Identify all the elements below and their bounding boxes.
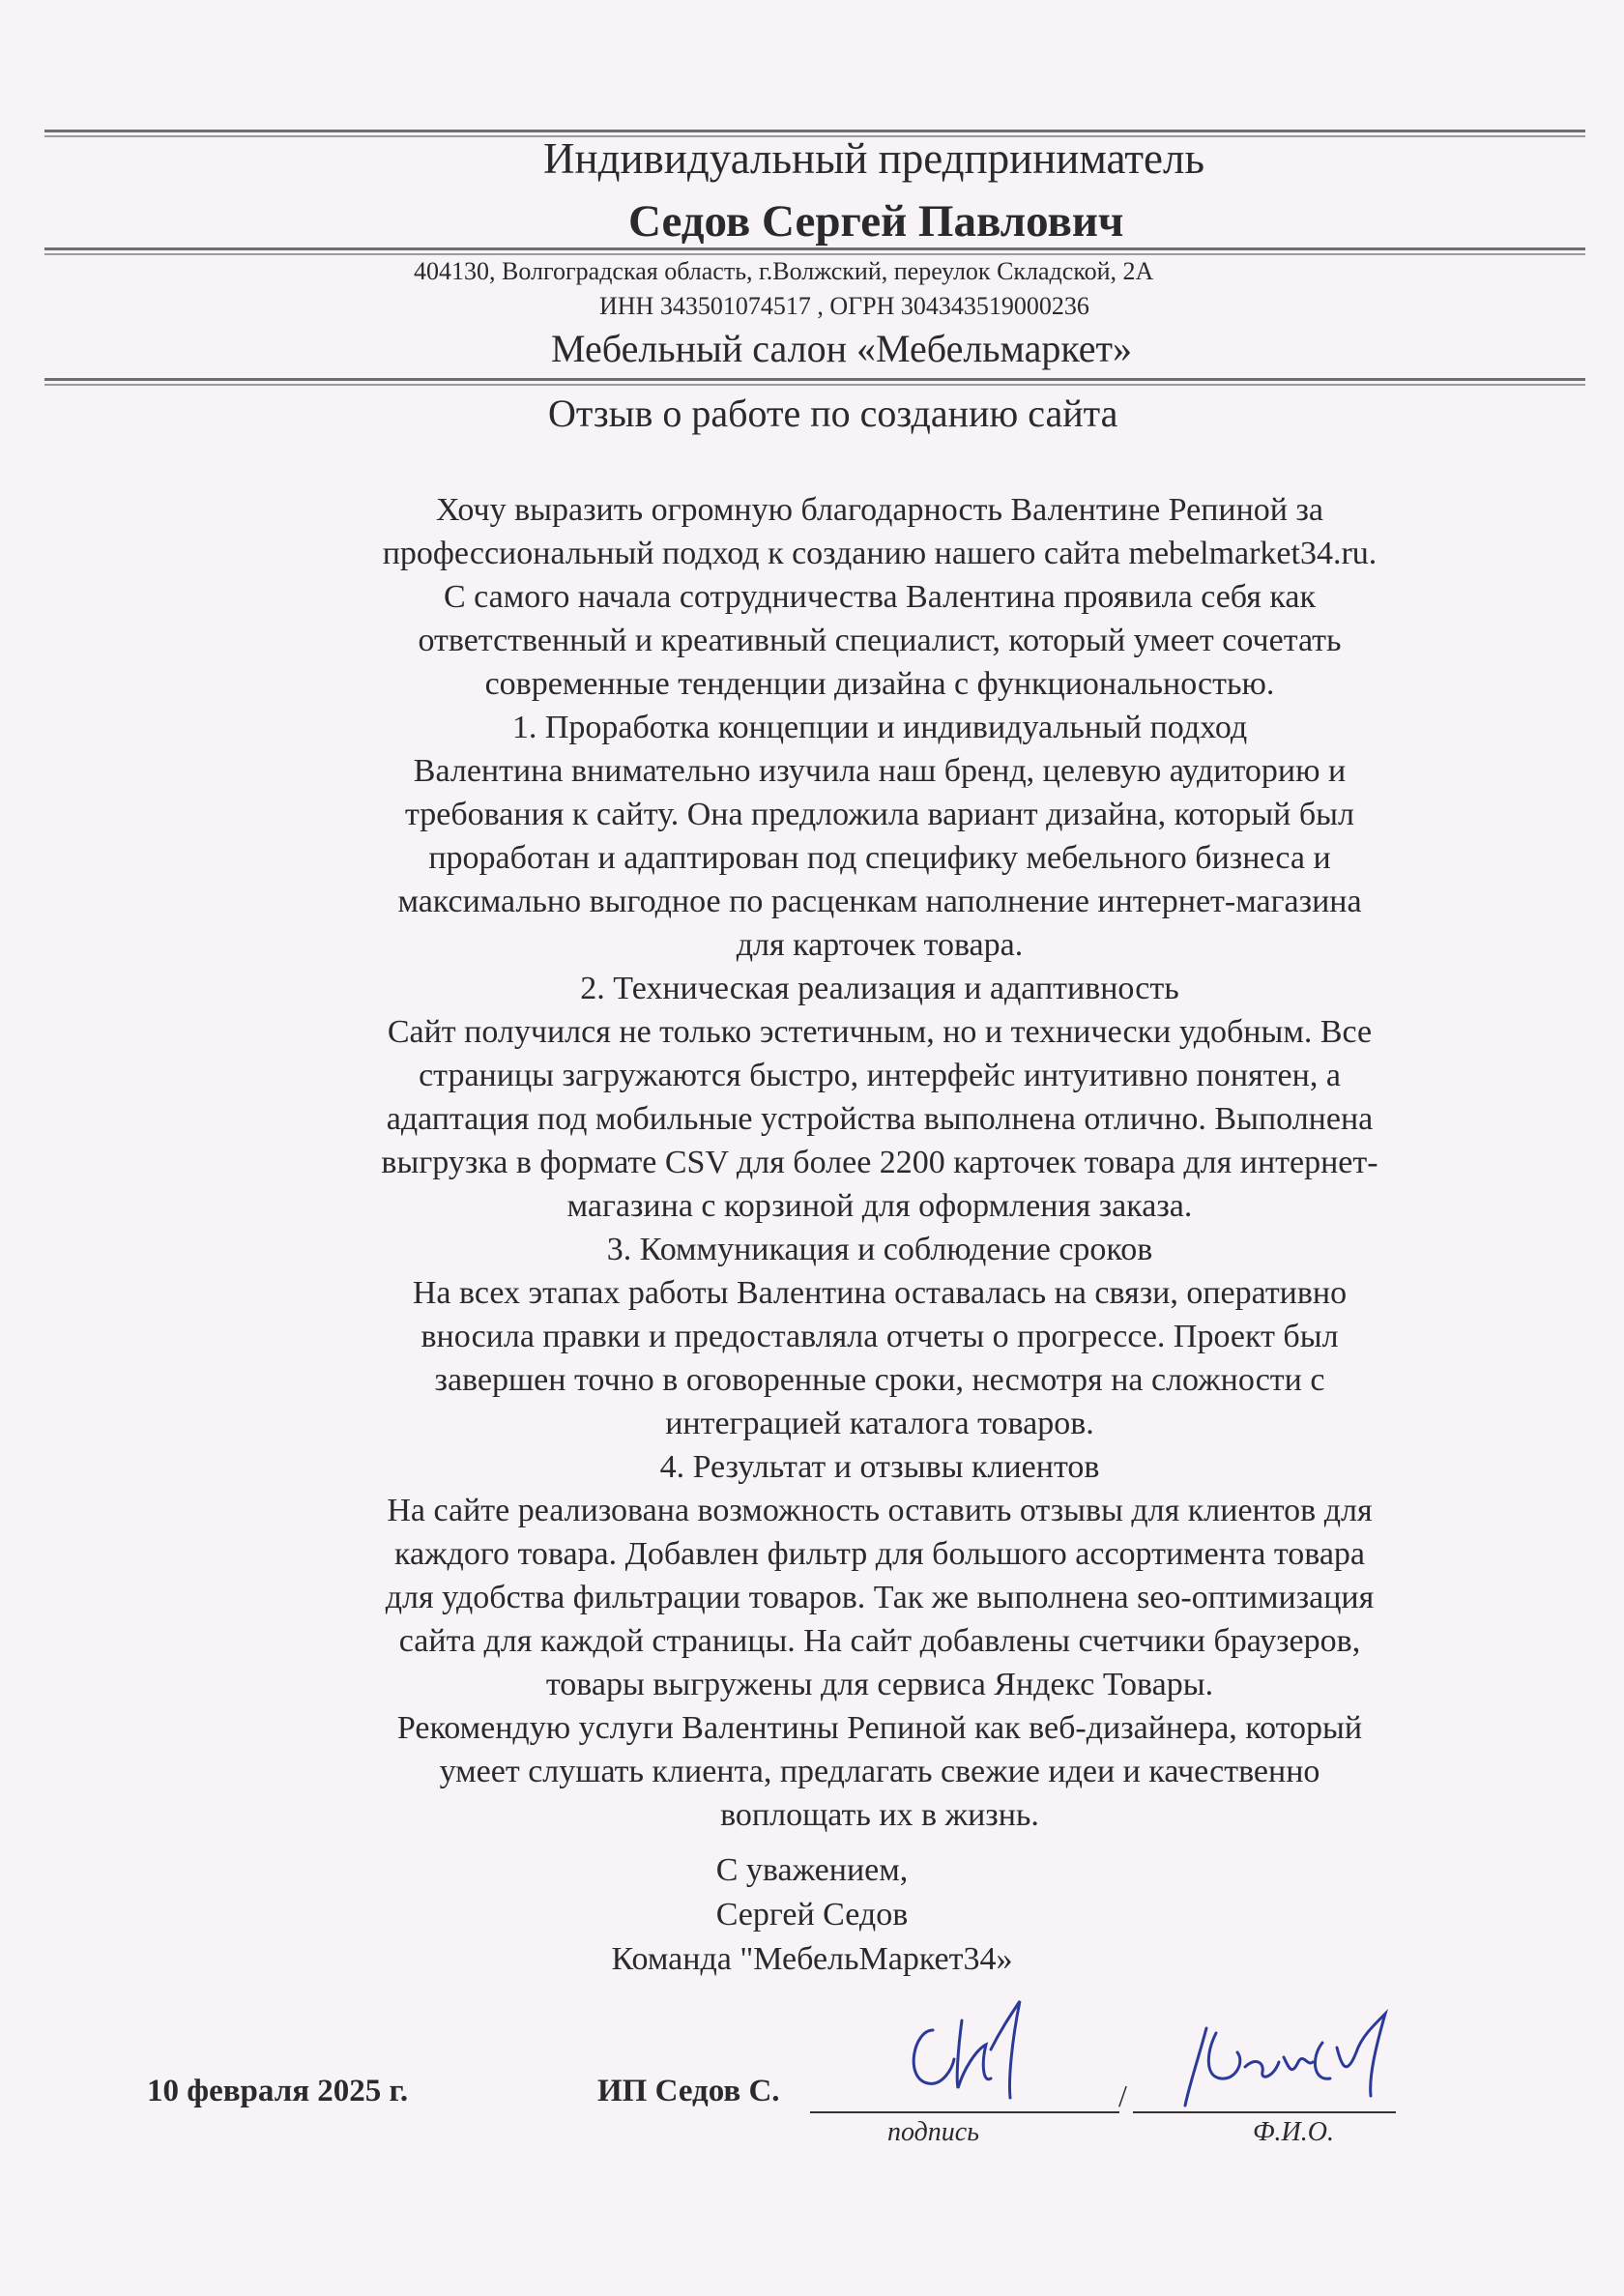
body-line: современные тенденции дизайна с функциональностью. — [484, 666, 1275, 702]
body-line: Хочу выразить огромную благодарность Валентине Репиной за — [435, 492, 1324, 528]
signoff-greeting: С уважением, — [715, 1852, 909, 1888]
header-bottom-rule — [44, 378, 1585, 386]
fio-caption: Ф.И.О. — [1253, 2117, 1334, 2147]
body-line: вносила правки и предоставляла отчеты о прогрессе. Проект был — [420, 1319, 1339, 1354]
entrepreneur-name: Седов Сергей Павлович — [628, 196, 1124, 247]
body-line: Сайт получился не только эстетичным, но и технически удобным. Все — [387, 1014, 1373, 1050]
document-date: 10 февраля 2025 г. — [147, 2074, 409, 2108]
body-line: выгрузка в формате CSV для более 2200 карточек товара для интернет- — [381, 1145, 1378, 1180]
body-line: завершен точно в оговоренные сроки, несмотря на сложности с — [434, 1362, 1325, 1398]
body-line: 2. Техническая реализация и адаптивность — [580, 971, 1179, 1006]
body-line: 3. Коммуникация и соблюдение сроков — [606, 1232, 1153, 1267]
header-middle-rule — [44, 247, 1585, 255]
body-line: На всех этапах работы Валентина оставалась на связи, оперативно — [412, 1275, 1348, 1311]
body-line: проработан и адаптирован под специфику мебельного бизнеса и — [428, 840, 1331, 876]
body-line: интеграцией каталога товаров. — [665, 1406, 1094, 1441]
handwritten-signature-2 — [1177, 2009, 1409, 2115]
signature-separator: / — [1118, 2078, 1127, 2113]
body-line: воплощать их в жизнь. — [720, 1797, 1039, 1833]
body-line: товары выгружены для сервиса Яндекс Товары. — [545, 1667, 1214, 1702]
body-line: профессиональный подход к созданию нашего сайта mebelmarket34.ru. — [382, 536, 1378, 571]
signatory-label: ИП Седов С. — [597, 2074, 780, 2108]
header-title: Индивидуальный предприниматель — [543, 134, 1204, 183]
document-title: Отзыв о работе по созданию сайта — [548, 392, 1118, 435]
body-line: магазина с корзиной для оформления заказа. — [566, 1188, 1193, 1224]
body-line: каждого товара. Добавлен фильтр для большого ассортимента товара — [393, 1536, 1366, 1572]
body-line: адаптация под мобильные устройства выполнена отлично. Выполнена — [386, 1101, 1374, 1137]
body-line: Валентина внимательно изучила наш бренд, целевую аудиторию и — [413, 753, 1347, 789]
body-line: страницы загружаются быстро, интерфейс интуитивно понятен, а — [419, 1058, 1341, 1093]
address: 404130, Волгоградская область, г.Волжский, переулок Складской, 2А — [414, 257, 1154, 285]
signature-line — [810, 2111, 1119, 2113]
body-line: для удобства фильтрации товаров. Так же выполнена seo-оптимизация — [385, 1580, 1375, 1615]
signature-caption: подпись — [887, 2117, 979, 2147]
body-line: умеет слушать клиента, предлагать свежие идеи и качественно — [439, 1754, 1320, 1789]
handwritten-signature-1 — [894, 1991, 1049, 2107]
body-line: ответственный и креативный специалист, который умеет сочетать — [418, 623, 1342, 658]
body-line: требования к сайту. Она предложила вариант дизайна, который был — [405, 797, 1354, 832]
body-line: для карточек товара. — [736, 927, 1024, 963]
body-line: 4. Результат и отзывы клиентов — [659, 1449, 1100, 1485]
requisites: ИНН 343501074517 , ОГРН 304343519000236 — [599, 292, 1089, 320]
signoff-name: Сергей Седов — [715, 1897, 909, 1933]
signoff — [290, 1848, 1334, 1982]
body-line: Рекомендую услуги Валентины Репиной как веб-дизайнера, который — [396, 1710, 1363, 1746]
body-line: С самого начала сотрудничества Валентина проявила себя как — [443, 579, 1316, 615]
body-line: максимально выгодное по расценкам наполнение интернет-магазина — [397, 884, 1362, 919]
signoff-team: Команда "МебельМаркет34» — [611, 1941, 1013, 1977]
review-body — [155, 488, 1605, 1837]
salon-name: Мебельный салон «Мебельмаркет» — [551, 327, 1133, 370]
body-line: 1. Проработка концепции и индивидуальный подход — [511, 710, 1248, 745]
body-line: сайта для каждой страницы. На сайт добавлены счетчики браузеров, — [398, 1623, 1361, 1659]
body-line: На сайте реализована возможность оставить отзывы для клиентов для — [387, 1493, 1373, 1528]
